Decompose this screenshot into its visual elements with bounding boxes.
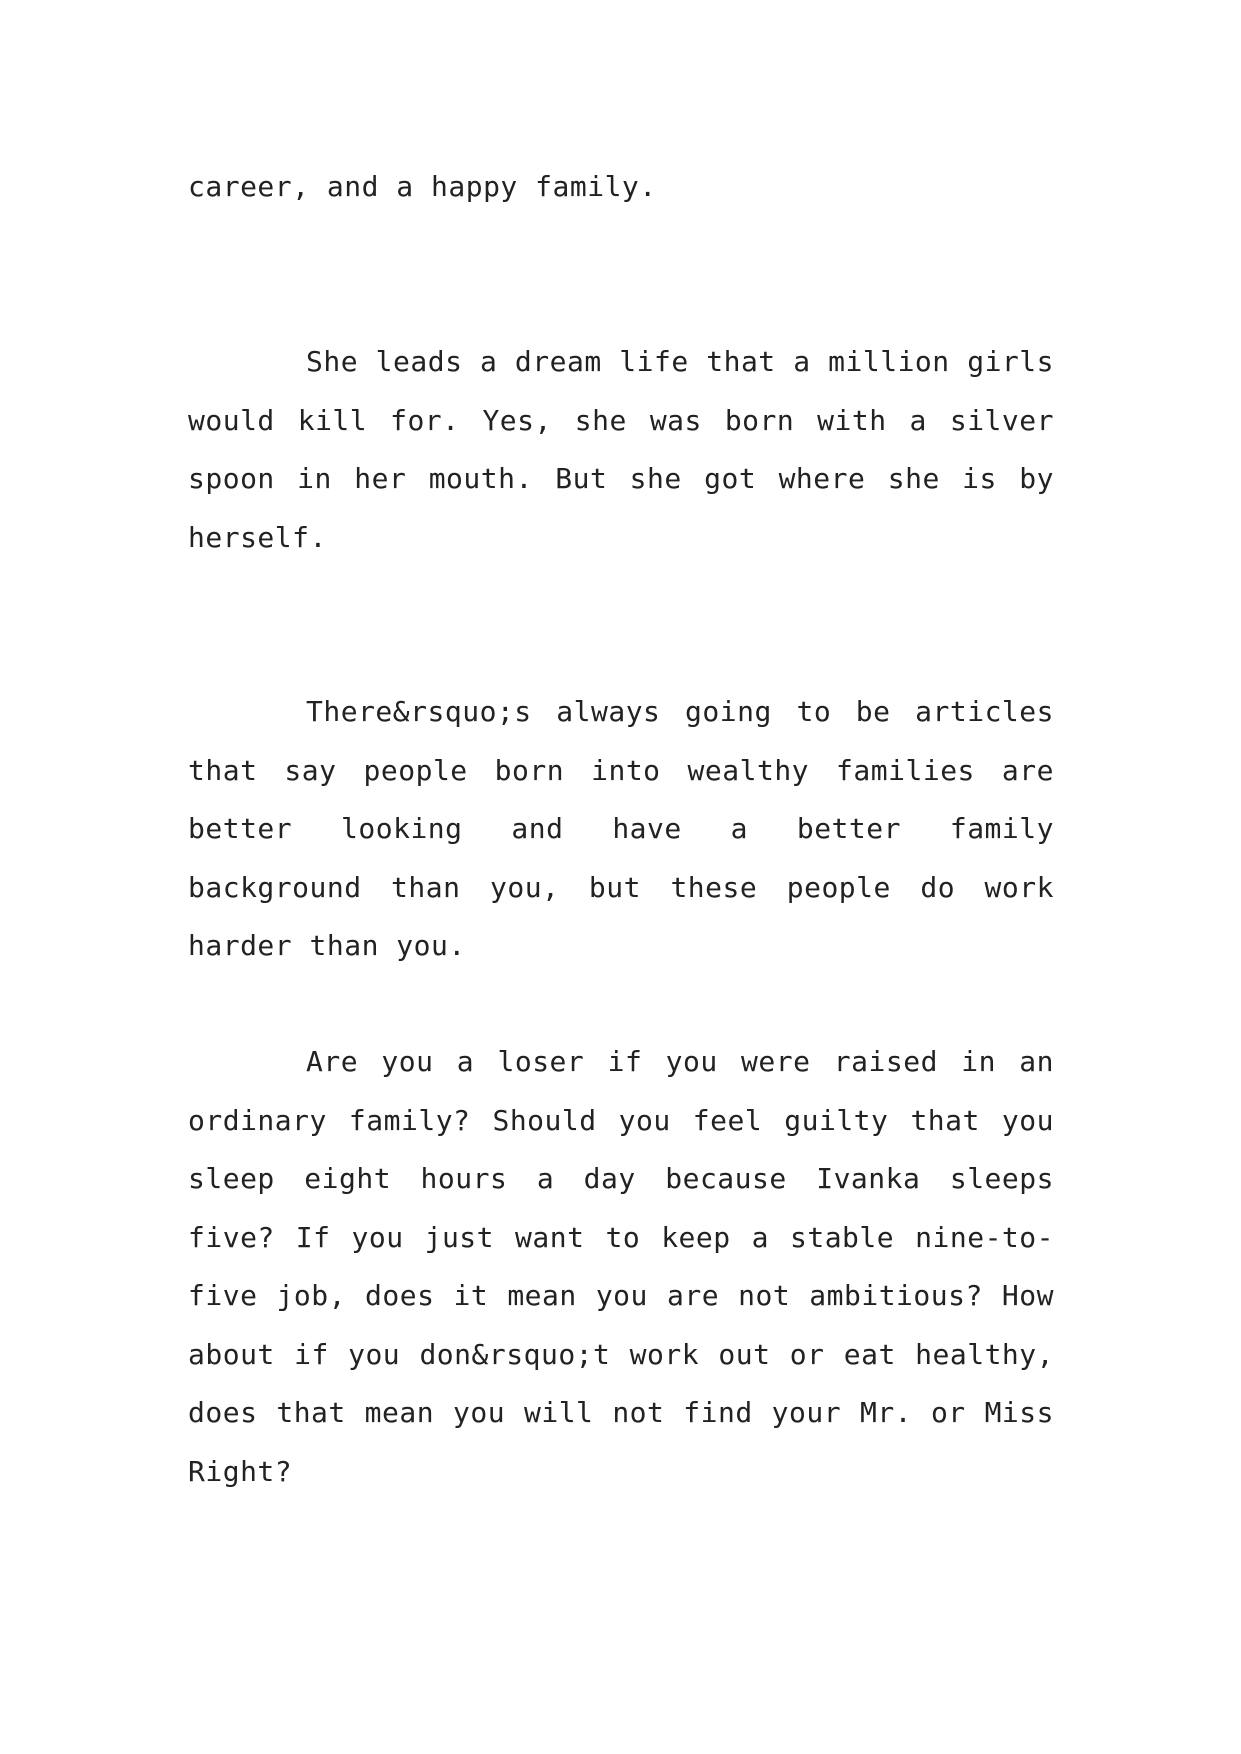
paragraph: There&rsquo;s always going to be articles that say people born into wealthy families are better looking and have a better family background than you, but these people do work harder than you. (188, 695, 1054, 962)
paragraph-continuation: career, and a happy family. (188, 170, 657, 203)
paragraph: Are you a loser if you were raised in an ordinary family? Should you feel guilty that you sleep eight hours a day because Ivanka sleeps five? If you just want to keep a stable nine-to-five job, does it mean you are not ambitious? How about if you don&rsquo;t work out or eat healthy, does that mean you will not find your Mr. or Miss Right? (188, 1045, 1054, 1488)
paragraph: She leads a dream life that a million girls would kill for. Yes, she was born with a silver spoon in her mouth. But she got where she is by herself. (188, 345, 1054, 554)
